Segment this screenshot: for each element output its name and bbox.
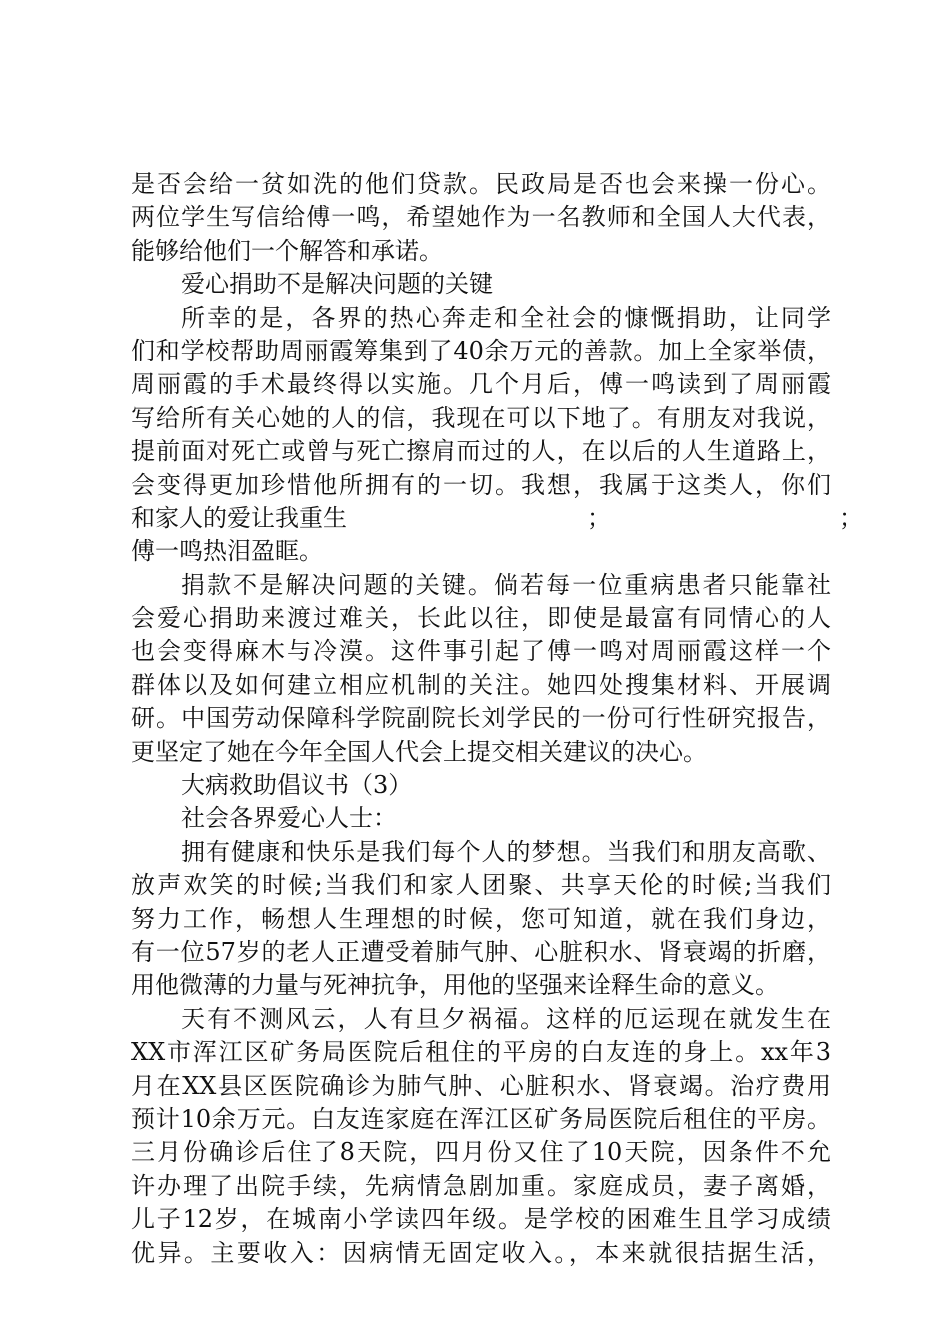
text-line: 有一位57岁的老人正遭受着肺气肿、心脏积水、肾衰竭的折磨， xyxy=(131,937,831,966)
text-line: 优异。主要收入：因病情无固定收入。，本来就很拮据生活， xyxy=(131,1238,831,1267)
text-line: 周丽霞的手术最终得以实施。几个月后，傅一鸣读到了周丽霞 xyxy=(131,370,831,399)
text-line: 用他微薄的力量与死神抗争，用他的坚强来诠释生命的意义。 xyxy=(131,971,779,1000)
text-line: 和家人的爱让我重生 ； ； xyxy=(131,503,863,532)
text-line: 群体以及如何建立相应机制的关注。她四处搜集材料、开展调 xyxy=(131,670,831,699)
text-line: 努力工作，畅想人生理想的时候，您可知道，就在我们身边， xyxy=(131,904,831,933)
text-line: 能够给他们一个解答和承诺。 xyxy=(131,236,443,265)
text-line: 捐款不是解决问题的关键。倘若每一位重病患者只能靠社 xyxy=(181,570,831,599)
text-line: 天有不测风云，人有旦夕祸福。这样的厄运现在就发生在 xyxy=(181,1004,831,1033)
text-line: 研。中国劳动保障科学院副院长刘学民的一份可行性研究报告， xyxy=(131,704,831,733)
text-line: 许办理了出院手续，先病情急剧加重。家庭成员，妻子离婚， xyxy=(131,1171,831,1200)
document-body xyxy=(131,168,863,1270)
text-line: 提前面对死亡或曾与死亡擦肩而过的人，在以后的人生道路上， xyxy=(131,437,831,466)
text-line: 是否会给一贫如洗的他们贷款。民政局是否也会来操一份心。 xyxy=(131,170,831,198)
text-line: 更坚定了她在今年全国人代会上提交相关建议的决心。 xyxy=(131,737,707,766)
text-line: 爱心捐助不是解决问题的关键 xyxy=(181,270,493,299)
text-line: 拥有健康和快乐是我们每个人的梦想。当我们和朋友高歌、 xyxy=(181,837,831,866)
text-line: 三月份确诊后住了8天院，四月份又住了10天院，因条件不允 xyxy=(131,1138,831,1167)
text-line: 会变得更加珍惜他所拥有的一切。我想，我属于这类人，你们 xyxy=(131,470,831,499)
text-line: 所幸的是，各界的热心奔走和全社会的慷慨捐助，让同学 xyxy=(181,303,831,332)
text-line: 放声欢笑的时候;当我们和家人团聚、共享天伦的时候;当我们 xyxy=(131,871,831,900)
text-line: 傅一鸣热泪盈眶。 xyxy=(131,537,323,566)
text-line: 预计10余万元。白友连家庭在浑江区矿务局医院后租住的平房。 xyxy=(131,1104,831,1133)
text-line: 会爱心捐助来渡过难关，长此以往，即使是最富有同情心的人 xyxy=(131,604,831,633)
text-line: 也会变得麻木与冷漠。这件事引起了傅一鸣对周丽霞这样一个 xyxy=(131,637,831,666)
text-line: 儿子12岁，在城南小学读四年级。是学校的困难生且学习成绩 xyxy=(131,1205,831,1234)
text-line: 写给所有关心她的人的信，我现在可以下地了。有朋友对我说， xyxy=(131,403,831,432)
text-line: 两位学生写信给傅一鸣，希望她作为一名教师和全国人大代表， xyxy=(131,203,831,232)
text-line: XX市浑江区矿务局医院后租住的平房的白友连的身上。xx年3 xyxy=(131,1038,831,1067)
text-line: 社会各界爱心人士： xyxy=(181,804,397,833)
text-line: 月在XX县区医院确诊为肺气肿、心脏积水、肾衰竭。治疗费用 xyxy=(131,1071,831,1100)
text-line: 大病救助倡议书（3） xyxy=(181,771,413,800)
text-line: 们和学校帮助周丽霞筹集到了40余万元的善款。加上全家举债， xyxy=(131,336,831,365)
